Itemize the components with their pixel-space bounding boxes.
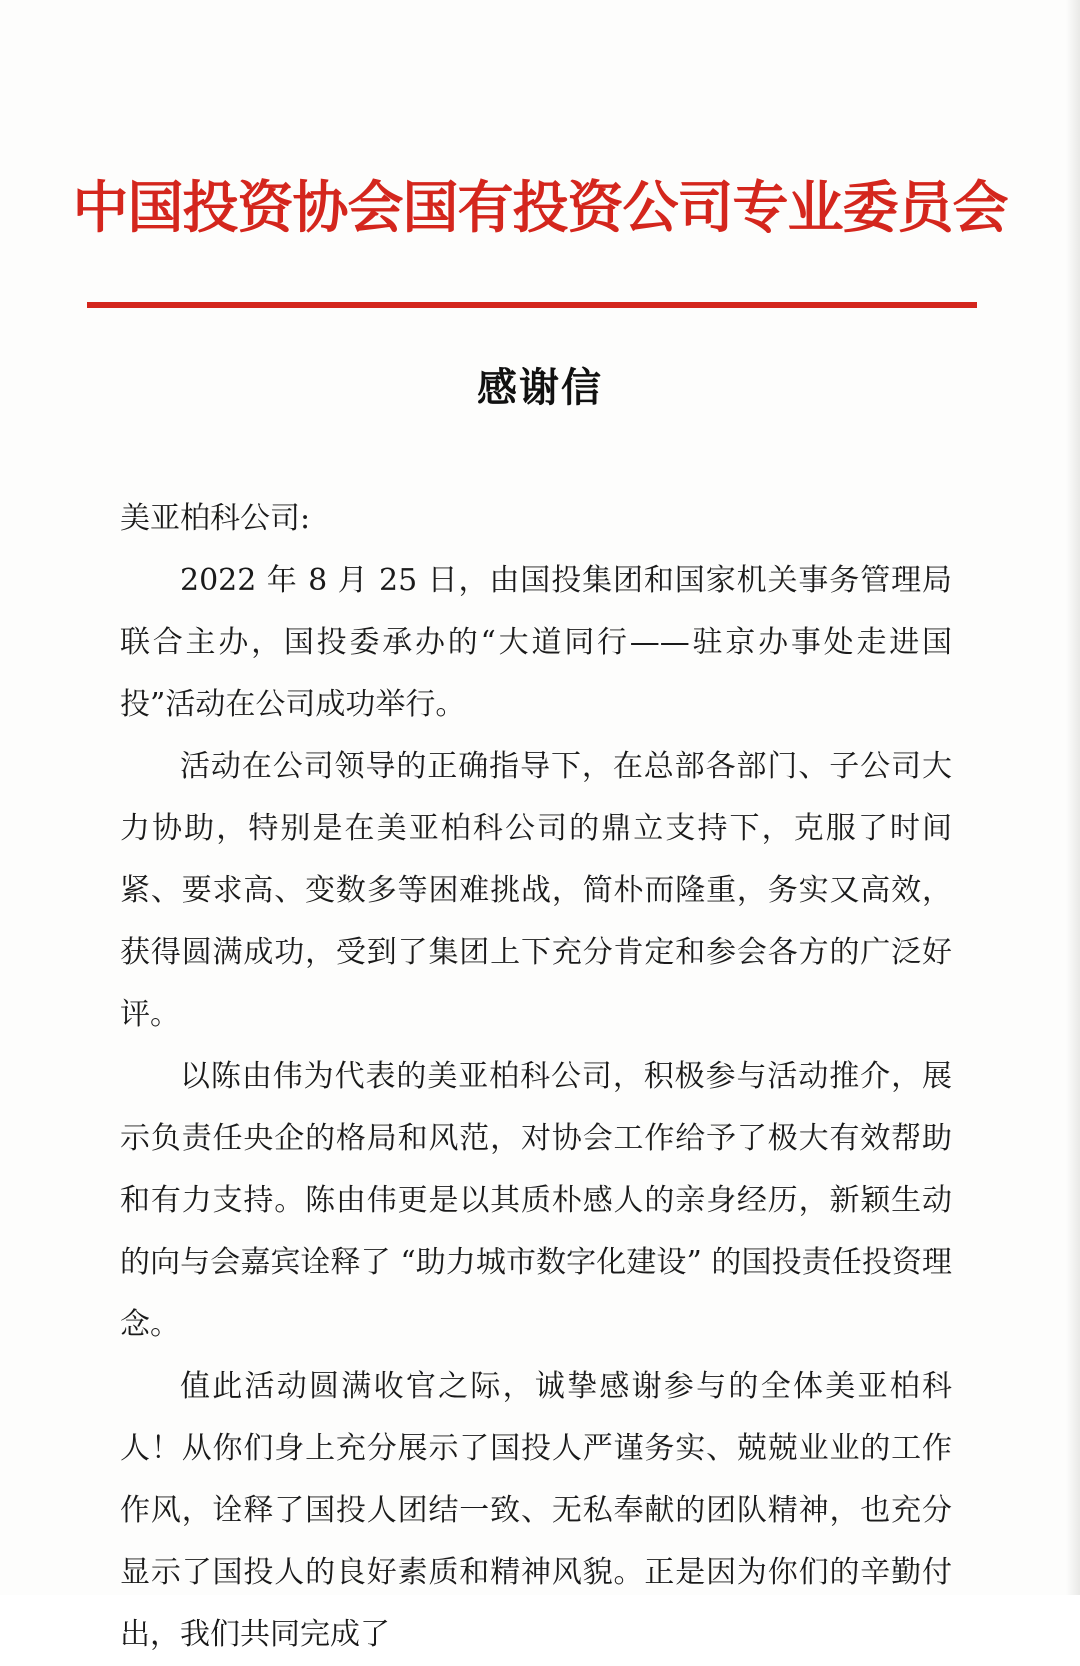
paragraph-3: 以陈由伟为代表的美亚柏科公司，积极参与活动推介，展示负责任央企的格局和风范，对协会工作给予了极大有效帮助和有力支持。陈由伟更是以其质朴感人的亲身经历，新颖生动的向与会嘉宾诠释了 “助力城市数字化建设” 的国投责任投资理念。 <box>120 1059 952 1342</box>
letter-title: 感谢信 <box>477 365 603 411</box>
organization-letterhead: 中国投资协会国有投资公司专业委员会 <box>72 175 1008 241</box>
letterhead-red-rule <box>87 302 977 308</box>
letter-body <box>120 488 952 1666</box>
paragraph-2: 活动在公司领导的正确指导下，在总部各部门、子公司大力协助，特别是在美亚柏科公司的鼎立支持下，克服了时间紧、要求高、变数多等困难挑战，简朴而隆重，务实又高效，获得圆满成功，受到了集团上下充分肯定和参会各方的广泛好评。 <box>120 749 952 1032</box>
salutation: 美亚柏科公司: <box>120 501 311 536</box>
paragraph-1: 2022 年 8 月 25 日，由国投集团和国家机关事务管理局联合主办，国投委承办的“大道同行——驻京办事处走进国投”活动在公司成功举行。 <box>120 563 952 722</box>
paragraph-4: 值此活动圆满收官之际，诚挚感谢参与的全体美亚柏科人！从你们身上充分展示了国投人严谨务实、兢兢业业的工作作风，诠释了国投人团结一致、无私奉献的团队精神，也充分显示了国投人的良好素质和精神风貌。正是因为你们的辛勤付出，我们共同完成了 <box>120 1369 952 1652</box>
scan-edge-shadow <box>1066 0 1080 1595</box>
